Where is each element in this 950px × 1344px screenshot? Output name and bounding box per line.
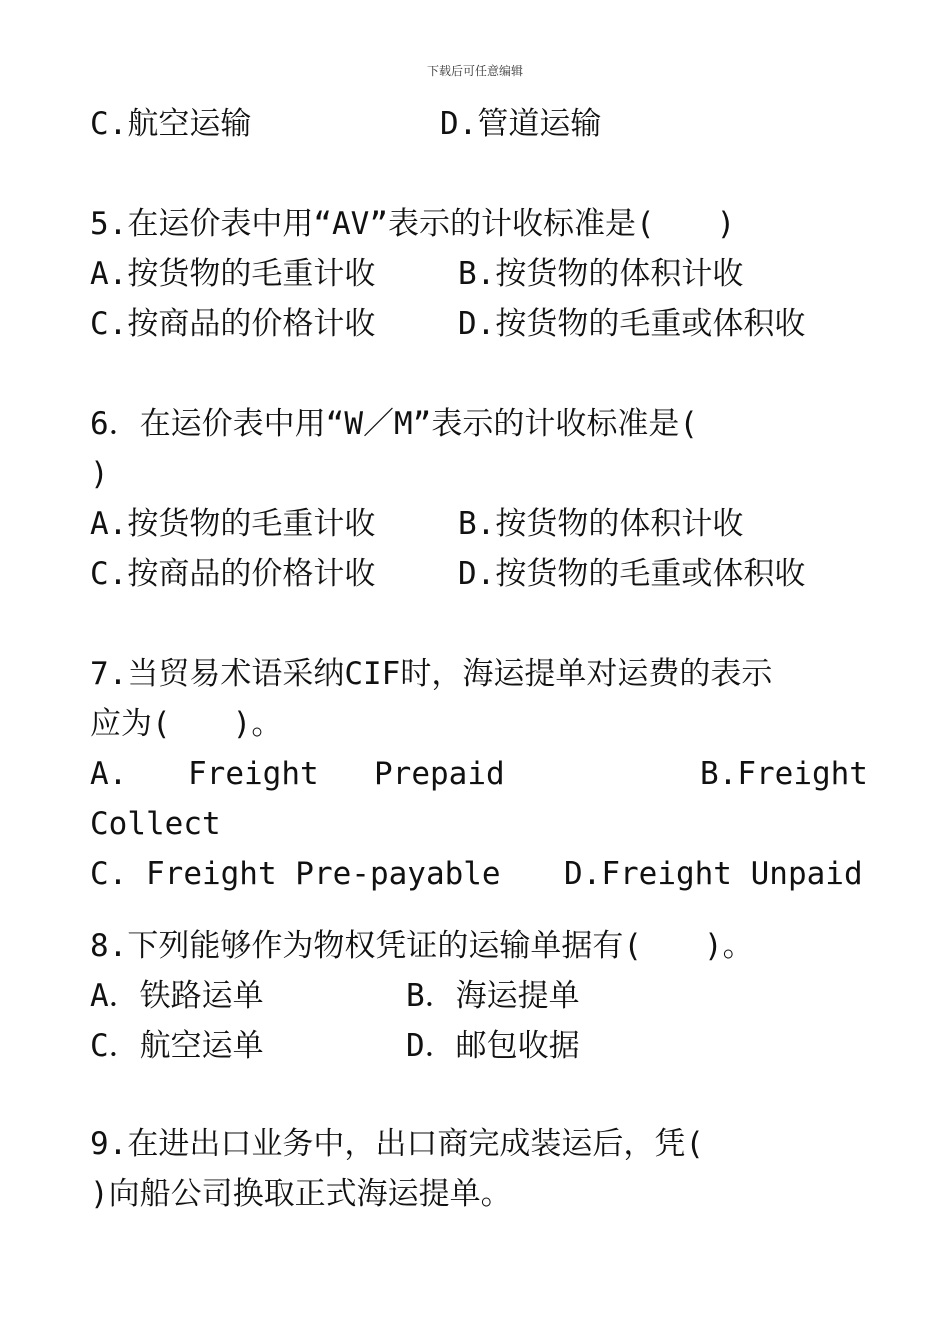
q7-option-a-word-1: Freight: [188, 756, 319, 792]
q6-option-d: D.按货物的毛重或体积收: [458, 556, 806, 592]
page-header: 下载后可任意编辑: [426, 64, 523, 78]
q9-stem-line-1: 9.在进出口业务中，出口商完成装运后，凭(: [90, 1126, 704, 1162]
q7-option-d: D.Freight Unpaid: [564, 856, 863, 892]
q5-option-a: A.按货物的毛重计收: [90, 256, 376, 292]
q8-option-c: C．航空运单: [90, 1028, 264, 1064]
q4-option-c: C.航空运输: [90, 106, 252, 142]
q9-stem-line-2: )向船公司换取正式海运提单。: [90, 1176, 512, 1212]
q6-option-a: A.按货物的毛重计收: [90, 506, 376, 542]
q7-option-b-line-2: Collect: [90, 806, 221, 842]
q8-option-a: A．铁路运单: [90, 978, 264, 1014]
q6-option-b: B.按货物的体积计收: [458, 506, 744, 542]
q7-option-a-label: A.: [90, 756, 128, 792]
q8-option-d: D．邮包收据: [406, 1028, 580, 1064]
q6-stem-line-1: 6．在运价表中用“W／M”表示的计收标准是(: [90, 406, 698, 442]
q5-option-d: D.按货物的毛重或体积收: [458, 306, 806, 342]
q7-option-c: C. Freight Pre-payable: [90, 856, 501, 892]
q6-option-c: C.按商品的价格计收: [90, 556, 376, 592]
q7-stem-line-2: 应为( )。: [90, 706, 283, 742]
q7-stem-line-1: 7.当贸易术语采纳CIF时，海运提单对运费的表示: [90, 656, 773, 692]
q5-stem: 5.在运价表中用“AV”表示的计收标准是( ): [90, 206, 736, 242]
q5-option-b: B.按货物的体积计收: [458, 256, 744, 292]
q7-option-b-line-1: B.Freight: [700, 756, 868, 792]
q6-stem-line-2: ): [90, 456, 109, 492]
q7-option-a-word-2: Prepaid: [374, 756, 505, 792]
q8-stem: 8.下列能够作为物权凭证的运输单据有( )。: [90, 928, 754, 964]
q8-option-b: B．海运提单: [406, 978, 580, 1014]
q5-option-c: C.按商品的价格计收: [90, 306, 376, 342]
q4-option-d: D.管道运输: [440, 106, 602, 142]
